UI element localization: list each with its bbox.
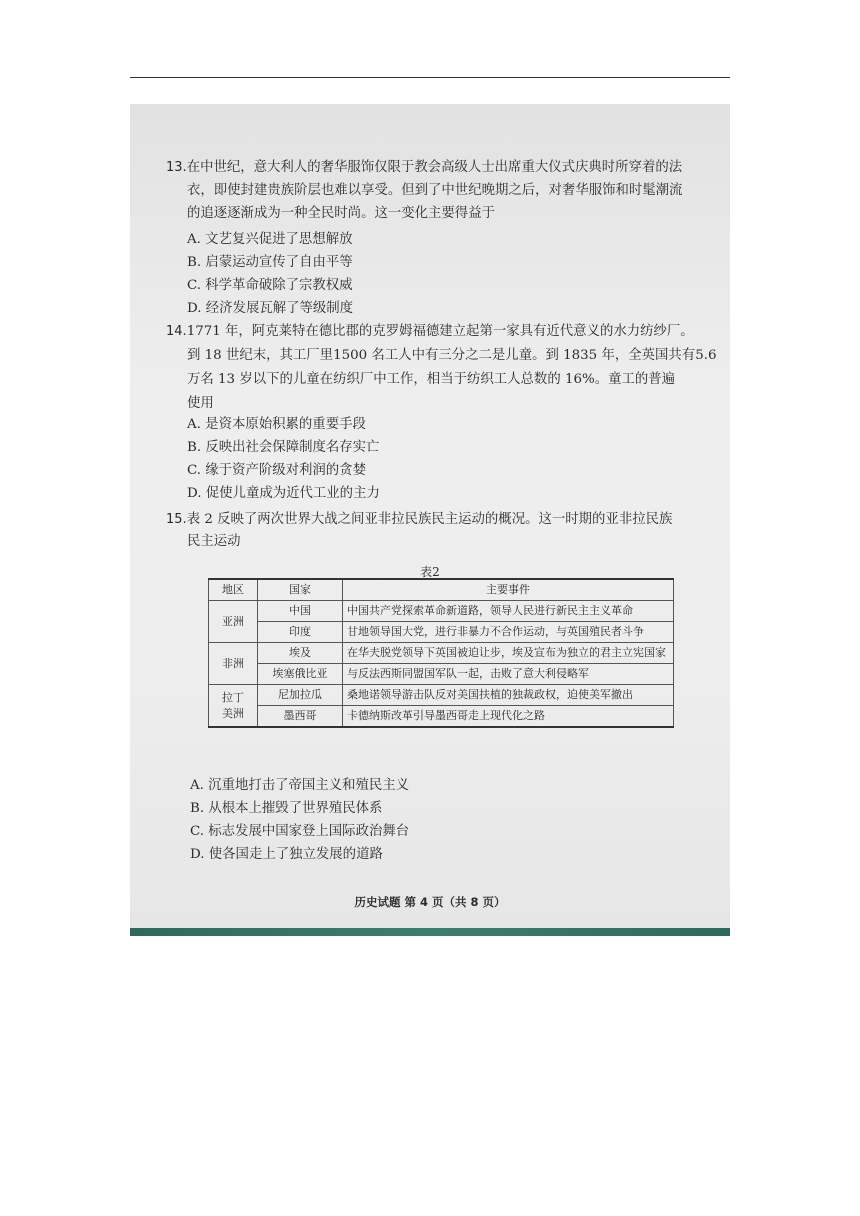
q13-stem-2: 衣，即使封建贵族阶层也难以享受。但到了中世纪晚期之后，对奢华服饰和时髦潮流 xyxy=(187,183,683,198)
q15-stem-2: 民主运动 xyxy=(187,534,241,549)
q13-option-b: B. 启蒙运动宣传了自由平等 xyxy=(187,255,353,270)
q14-option-a: A. 是资本原始积累的重要手段 xyxy=(187,417,366,432)
q14-option-d: D. 促使儿童成为近代工业的主力 xyxy=(187,486,380,501)
q13-stem-3: 的追逐逐渐成为一种全民时尚。这一变化主要得益于 xyxy=(187,206,495,221)
events-table xyxy=(208,578,674,728)
q14-stem-3: 万名 13 岁以下的儿童在纺织厂中工作，相当于纺织工人总数的 16%。童工的普遍 xyxy=(187,372,676,387)
q15-option-d: D. 使各国走上了独立发展的道路 xyxy=(190,847,383,862)
region-line-2: 美洲 xyxy=(222,706,244,720)
q15-option-a: A. 沉重地打击了帝国主义和殖民主义 xyxy=(190,778,410,793)
q15-option-b: B. 从根本上摧毁了世界殖民体系 xyxy=(190,801,383,816)
table-row xyxy=(209,622,674,643)
q14-stem-4: 使用 xyxy=(187,396,214,411)
event-cell: 与反法西斯同盟国军队一起，击败了意大利侵略军 xyxy=(343,664,674,685)
page-text xyxy=(130,104,730,936)
q13-line-1 xyxy=(166,158,682,178)
country-cell: 尼加拉瓜 xyxy=(258,685,343,706)
region-cell-latin-america xyxy=(209,685,258,728)
table-row xyxy=(209,685,674,706)
event-cell: 卡德纳斯改革引导墨西哥走上现代化之路 xyxy=(343,706,674,728)
exam-page-photo xyxy=(130,104,730,936)
q15-line-1 xyxy=(166,510,672,530)
q13-option-c: C. 科学革命破除了宗教权威 xyxy=(187,278,353,293)
event-cell: 中国共产党探索革命新道路，领导人民进行新民主主义革命 xyxy=(343,601,674,622)
q15-number: 15. xyxy=(166,512,187,527)
header-region: 地区 xyxy=(209,579,258,601)
event-cell: 甘地领导国大党，进行非暴力不合作运动，与英国殖民者斗争 xyxy=(343,622,674,643)
page-footer: 历史试题 第 4 页（共 8 页） xyxy=(354,895,506,909)
q13-stem-1: 在中世纪，意大利人的奢华服饰仅限于教会高级人士出席重大仪式庆典时所穿着的法 xyxy=(186,160,683,175)
table-header-row xyxy=(209,579,674,601)
q13-number: 13. xyxy=(166,160,187,175)
table-caption: 表2 xyxy=(420,565,440,579)
country-cell: 中国 xyxy=(258,601,343,622)
country-cell: 墨西哥 xyxy=(258,706,343,728)
table-row xyxy=(209,643,674,664)
event-cell: 在华夫脱党领导下英国被迫让步，埃及宣布为独立的君主立宪国家 xyxy=(343,643,674,664)
q15-option-c: C. 标志发展中国家登上国际政治舞台 xyxy=(190,824,410,839)
header-event: 主要事件 xyxy=(343,579,674,601)
q14-line-1 xyxy=(166,322,694,342)
q14-stem-1: 1771 年，阿克莱特在德比郡的克罗姆福德建立起第一家具有近代意义的水力纺纱厂。 xyxy=(186,324,694,339)
top-rule xyxy=(130,77,730,78)
region-line-1: 拉丁 xyxy=(222,690,244,704)
q15-stem-1: 表 2 反映了两次世界大战之间亚非拉民族民主运动的概况。这一时期的亚非拉民族 xyxy=(186,512,673,527)
region-cell-asia: 亚洲 xyxy=(209,601,258,643)
q13-option-d: D. 经济发展瓦解了等级制度 xyxy=(187,301,354,316)
q14-option-c: C. 缘于资产阶级对利润的贪婪 xyxy=(187,463,366,478)
country-cell: 埃塞俄比亚 xyxy=(258,664,343,685)
q13-option-a: A. 文艺复兴促进了思想解放 xyxy=(187,232,353,247)
q14-option-b: B. 反映出社会保障制度名存实亡 xyxy=(187,440,380,455)
table-row xyxy=(209,706,674,728)
header-country: 国家 xyxy=(258,579,343,601)
country-cell: 印度 xyxy=(258,622,343,643)
region-cell-africa: 非洲 xyxy=(209,643,258,685)
event-cell: 桑地诺领导游击队反对美国扶植的独裁政权，迫使美军撤出 xyxy=(343,685,674,706)
q14-stem-2: 到 18 世纪末，其工厂里1500 名工人中有三分之二是儿童。到 1835 年，全英国共有5.6 xyxy=(187,348,717,363)
table-row xyxy=(209,664,674,685)
country-cell: 埃及 xyxy=(258,643,343,664)
table-row xyxy=(209,601,674,622)
photo-bottom-edge xyxy=(130,928,730,936)
q14-number: 14. xyxy=(166,324,187,339)
